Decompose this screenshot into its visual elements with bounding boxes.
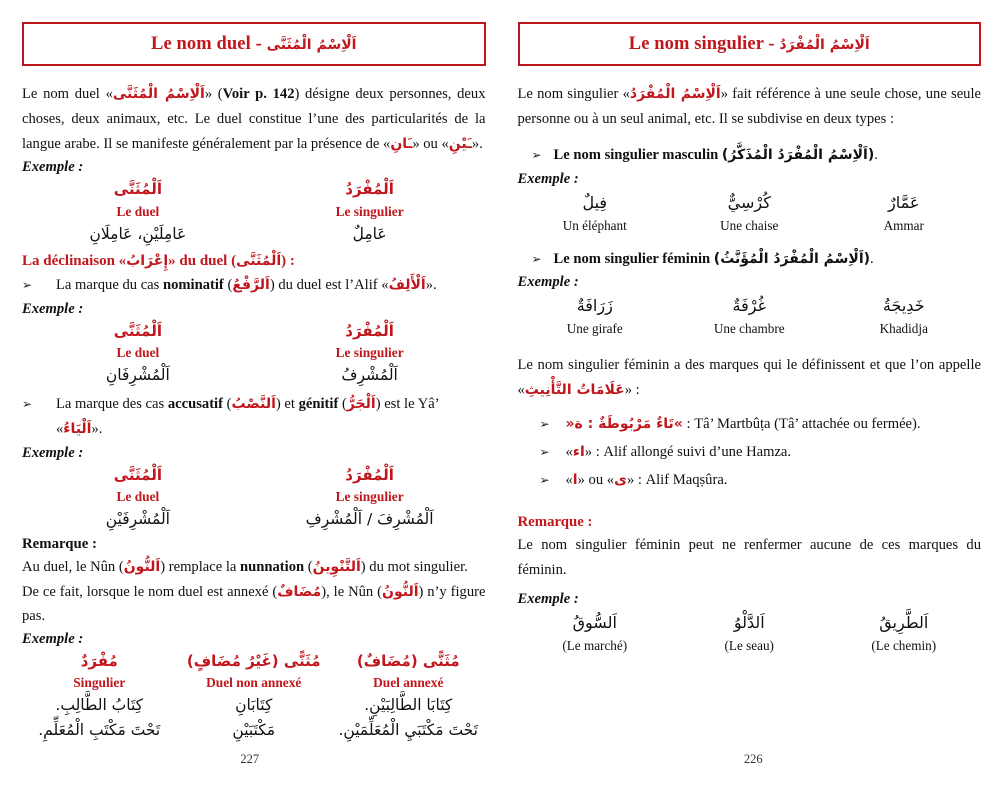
mark-letter-arabic: ة [574,416,583,433]
remarque-label-singulier: Remarque : [517,513,593,530]
rem1-part1: Au duel, le Nûn ( [22,559,124,576]
example-word-arabic: فِيلٌ [582,192,608,212]
declension-part2: » du duel ( [168,252,237,269]
mark-item-text [566,468,982,493]
example-cell-arabic: اَلْمُشْرِفُ [341,365,398,384]
rem2-part2: ), le Nûn ( [321,583,382,600]
mark-french-description: : Tâ’ Martbûṭa (Tâ’ attachée ou fermée). [682,416,921,433]
mark-mid: : [582,416,599,433]
exemple-label-3: Exemple : [22,444,84,461]
bullet-arrow-icon: ➢ [531,251,542,266]
example-cell-arabic: اَلْمُشْرِفَانِ [105,365,170,384]
column-header-arabic: مُفْرَدٌ [80,651,118,670]
remarque-label-duel [22,536,486,553]
type-masculine-period: . [874,147,878,164]
marks-intro-paragraph [518,353,982,403]
example-table-feminine [518,293,982,339]
marks-intro-part1: Le nom singulier féminin a des marques qui le définissent et que l’on appelle « [517,357,981,399]
page-title-separator: - [255,33,262,54]
column-header-arabic: مُثَنًّى (غَيْرُ مُضَافٍ) [186,651,321,670]
example-item [827,190,982,236]
example-word-arabic: خَدِيجَةُ [882,296,925,316]
exemple-label-1: Exemple : [22,159,84,176]
example-column-singular [254,178,486,246]
page-title-banner-singulier [518,22,982,66]
page-title-separator: - [768,33,775,54]
example-word-arabic: كُرْسِيٌّ [727,192,771,212]
column-header-french: Le duel [116,344,160,360]
rule-acc-part1: La marque des cas [56,396,168,413]
type-masculine-arabic: (اَلْاِسْمُ الْمُفْرَدُ الْمُذَكَّرُ) [721,147,875,164]
type-feminine-period: . [870,250,874,267]
mark-name-arabic: ى [614,471,627,488]
page-title-duel [151,34,356,55]
rule-nom-arabic-alif: اَلْأَلِفُ [388,276,426,293]
example-word-arabic: عَمَّارٌ [888,192,920,212]
mark-item-alif-maqsura [518,468,982,493]
example-cell-arabic-row2: مَكْتَبَيْنِ [232,721,276,740]
column-header-arabic: اَلْمُفْرَدُ [345,321,394,340]
intro-page-reference: Voir p. 142 [222,86,295,102]
column-header-french: Duel annexé [373,674,444,690]
exemple-label-4: Exemple : [22,630,84,647]
example-item [672,293,827,339]
remarque-word: Remarque : [22,536,97,553]
exemple-label-remarque: Exemple : [517,590,579,607]
example-cell-arabic-row2: تَحْتَ مَكْتَبَيِ الْمُعَلِّمَيْنِ. [338,721,478,740]
rule-nom-part2: ( [223,276,233,293]
rem1-arabic-nun: اَلنُّونُ [123,559,161,576]
rem1-part4: ) du mot singulier. [360,559,468,576]
type-feminine-label: Le nom singulier féminin [553,250,711,267]
exemple-label-feminine: Exemple : [517,274,579,291]
bullet-arrow-icon: ➢ [539,417,550,432]
mark-open-quote: « [565,416,575,433]
example-word-arabic: غُرْفَةٌ [732,296,766,316]
rule-nom-part1: La marque du cas [56,276,163,293]
mark-item-text [566,440,982,465]
marks-intro-part2: » : [624,382,640,399]
intro-part1: Le nom singulier « [517,86,630,102]
exemple-label-2: Exemple : [22,300,84,317]
example-column-dual-annexed [331,650,486,744]
exemple-label-masculine: Exemple : [517,170,579,187]
example-word-arabic: اَلطَّرِيقُ [879,612,929,632]
rem1-arabic-tanwin: اَلتَّنْوِينُ [312,559,361,576]
example-column-singular [254,320,486,388]
intro-part2: » fait référence à une seule chose, une seule personne ou à un seul animal, etc. Il se subdivise en deux types : [517,86,981,128]
example-table-general [22,178,486,246]
type-masculine-heading [518,143,982,168]
rule-acc-arabic-jarr: اَلْجَرُّ [346,396,376,413]
intro-part2: » ( [204,86,223,102]
declension-heading [22,253,486,270]
example-item [672,610,827,656]
rem1-part3: ( [304,559,313,576]
column-header-arabic: اَلْمُفْرَدُ [345,465,394,484]
intro-term-arabic: اَلْاِسْمُ الْمُفْرَدُ [629,86,721,102]
example-word-french: (Le marché) [562,637,628,653]
rule-acc-part3: ) et [275,396,299,413]
rule-acc-arabic-nasb: اَلنَّصْبُ [231,396,276,413]
example-cell-arabic-row1: كِتَابُ الطَّالِبِ. [55,695,144,714]
mark-close-quote: » [584,444,593,461]
example-word-french: (Le seau) [724,637,774,653]
intro-part4: » ou « [412,136,449,153]
declension-term-muthanna: اَلْمُثَنَّى [236,252,282,269]
example-column-singular [254,464,486,532]
rule-nom-bold: nominatif [162,276,224,293]
mark-item-ta-marbuta [518,412,982,437]
example-cell-arabic: عَامِلٌ [352,224,387,243]
declension-term-irab: إِعْرَابُ [126,252,169,269]
rule-acc-part6: ». [91,420,103,437]
column-header-arabic: اَلْمُفْرَدُ [345,180,394,199]
example-word-french: Une chaise [720,217,779,233]
example-word-arabic: زَرَافَةٌ [576,296,613,316]
page-title-arabic: اَلْاِسْمُ الْمُفْرَدُ [779,36,870,53]
mark-french-description: : Alif Maqṣûra. [634,471,728,488]
page-title-singulier [629,34,870,55]
rem1-part2: ) remplace la [160,559,241,576]
rule-nom-part3: ) du duel est l’Alif « [269,276,389,293]
example-cell-arabic: اَلْمُشْرِفَيْنِ [105,509,170,528]
page-title-banner-duel [22,22,486,66]
page-title-arabic: اَلْاِسْمُ الْمُثَنَّى [266,36,357,53]
example-word-french: Ammar [883,217,924,233]
bullet-arrow-icon: ➢ [539,472,550,487]
example-cell-arabic: اَلْمُشْرِفَ / اَلْمُشْرِفِ [305,509,434,528]
column-header-arabic: اَلْمُثَنَّى [113,321,162,340]
mark-letter-arabic: ا [572,471,578,488]
rule-acc-part2: ( [222,396,232,413]
example-cell-arabic-row1: كِتَابَا الطَّالِبَيْنِ. [364,695,453,714]
mark-name-arabic: تَاءٌ مَرْبُوطَةٌ [598,416,674,433]
column-header-french: Le singulier [335,488,404,504]
declension-part1: La déclinaison « [22,252,127,269]
column-header-french: Le duel [116,488,160,504]
intro-suffix-ani: ـَانِ [390,136,413,153]
intro-suffix-ayni: ـَيْنِ [448,136,472,153]
rem2-part1: De ce fait, lorsque le nom duel est annexé ( [22,583,278,600]
rem2-arabic-mudaf: مُضَافٌ [277,583,322,600]
intro-part1: Le nom duel « [22,86,113,102]
bullet-arrow-icon: ➢ [22,397,33,412]
example-cell-arabic: عَامِلَيْنِ، عَامِلَانِ [89,224,187,243]
example-item [827,610,982,656]
column-header-arabic: اَلْمُثَنَّى [113,465,162,484]
remarque-text-singulier: Le nom singulier féminin peut ne renfermer aucune de ces marques du féminin. [517,536,981,578]
example-table-nominative [22,320,486,388]
example-item [518,610,673,656]
rule-nom-arabic-raf: اَلرَّفْعُ [232,276,270,293]
example-column-dual-non-annexed [177,650,332,744]
page-number-right: 226 [743,752,763,766]
rem2-arabic-nun: اَلنُّونُ [382,583,419,600]
example-item [672,190,827,236]
marks-intro-arabic: عَلَامَاتُ التَّأْنِيثِ [524,382,625,399]
mark-item-text [566,412,982,437]
page-title-french: Le nom duel [151,33,251,54]
type-feminine-arabic: (اَلْاِسْمُ الْمُفْرَدُ الْمُؤَنَّثُ) [713,250,871,267]
page-number-left: 227 [240,752,260,766]
mark-close-quote: » [626,471,635,488]
intro-paragraph-duel [22,82,486,157]
example-column-dual [22,320,254,388]
mark-french-description: : Alif allongé suivi d’une Hamza. [592,444,792,461]
example-word-french: Un éléphant [562,217,627,233]
column-header-french: Le singulier [335,344,404,360]
example-table-masculine [518,190,982,236]
column-header-french: Le duel [116,203,160,219]
column-header-french: Singulier [73,674,126,690]
page-title-french: Le nom singulier [628,33,764,54]
example-cell-arabic-row2: تَحْتَ مَكْتَبِ الْمُعَلِّمِ. [38,721,161,740]
type-feminine-text [554,247,982,272]
example-word-arabic: اَلسُّوقُ [572,612,617,632]
intro-part5: ». [471,136,483,153]
type-masculine-label: Le nom singulier masculin [553,147,719,164]
example-word-arabic: اَلدَّلْوُ [733,612,765,632]
mark-mid: » ou « [577,471,615,488]
column-header-french: Duel non annexé [206,674,302,690]
example-cell-arabic-row1: كِتَابَانِ [235,695,273,714]
column-header-arabic: اَلْمُثَنَّى [113,180,162,199]
type-masculine-text [554,143,982,168]
rule-nominative [22,273,486,298]
rule-acc-part4: ( [338,396,347,413]
declension-part3: ) : [281,252,295,269]
column-header-french: Le singulier [335,203,404,219]
rule-accusative-text [56,392,486,442]
example-table-remarque [518,610,982,656]
remarque-line-2 [22,580,486,629]
example-item [827,293,982,339]
rule-acc-arabic-ya: اَلْيَاءُ [63,420,92,437]
example-word-french: (Le chemin) [871,637,937,653]
intro-paragraph-singulier [518,82,982,132]
intro-term-arabic: اَلْاِسْمُ الْمُثَنَّى [112,86,205,102]
page-right-nom-singulier [500,0,999,795]
bullet-arrow-icon: ➢ [22,277,33,292]
rule-accusative-genitive [22,392,486,442]
intro-part3: ) désigne deux personnes, deux choses, deux animaux, etc. Le duel constitue l’une des particularités de la langue arabe. Il se manifeste généralement par la présence de « [22,86,486,153]
rule-nom-part4: ». [425,276,437,293]
rule-acc-part5: ) est le Yâ’ « [56,396,439,437]
example-column-dual [22,178,254,246]
example-word-french: Une girafe [566,321,623,337]
bullet-arrow-icon: ➢ [531,148,542,163]
mark-letter-arabic: اء [572,444,585,461]
remarque-line-1 [22,555,486,580]
mark-close-quote: » [673,416,683,433]
rule-nominative-text [56,273,486,298]
example-item [518,190,673,236]
example-table-annexation [22,650,486,744]
mark-item-alif-hamza [518,440,982,465]
column-header-arabic: مُثَنًّى (مُضَافٌ) [356,651,460,670]
example-table-accusative [22,464,486,532]
rule-acc-bold1: accusatif [167,396,223,413]
example-column-dual [22,464,254,532]
example-column-singular [22,650,177,744]
type-feminine-heading [518,247,982,272]
example-item [518,293,673,339]
rule-acc-bold2: génitif [298,396,339,413]
rem1-bold: nunnation [240,559,305,576]
bullet-arrow-icon: ➢ [539,445,550,460]
rem2-part3: ) n’y figure pas. [22,583,486,625]
mark-open-quote: « [565,444,573,461]
example-word-french: Une chambre [713,321,785,337]
mark-open-quote: « [565,471,573,488]
example-word-french: Khadidja [879,321,928,337]
